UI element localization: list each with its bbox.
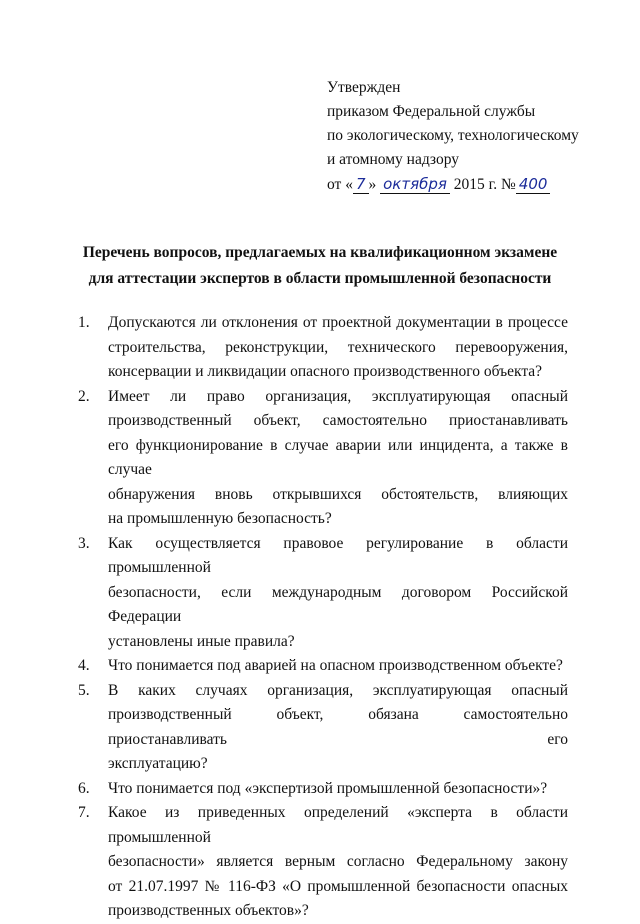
question-number: 3. [78,534,90,552]
document-title [0,240,640,292]
questions-list [78,311,568,924]
question-line: производственный объект, обязана самостоятельно приостанавливать его [108,706,568,748]
question-number: 6. [78,779,90,797]
year-text: 2015 г. № [453,176,516,193]
question-line: производственный объект, самостоятельно приостанавливать [108,412,568,429]
question-text [108,385,568,532]
handwritten-month: октября [380,175,450,194]
question-item [78,777,568,802]
question-line: строительства, реконструкции, технического перевооружения, [108,338,568,356]
question-number: 7. [78,804,90,821]
question-line: Допускаются ли отклонения от проектной документации в процессе [108,314,568,331]
question-line: консервации и ликвидации опасного производственного объекта? [108,363,543,380]
question-item [78,385,568,532]
approval-line: по экологическому, технологическому [327,127,579,144]
question-line: обнаружения вновь открывшихся обстоятельств, влияющих [108,485,568,503]
question-line: Имеет ли право организация, эксплуатирующая опасный [108,387,568,405]
question-item [78,532,568,655]
question-line: от 21.07.1997 № 116-ФЗ «О промышленной безопасности опасных [108,877,568,895]
question-line: на промышленную безопасность? [108,510,332,527]
question-text [108,311,568,385]
approval-date-line [327,172,579,197]
question-line: Какое из приведенных определений «эксперта в области промышленной [108,804,568,846]
question-number: 2. [78,387,90,405]
question-text [108,777,568,802]
approval-line: и атомному надзору [327,151,459,168]
question-line: его функционирование в случае аварии или инцидента, а также в случае [108,436,568,478]
date-mid: » [368,176,377,193]
question-item [78,679,568,777]
approval-line: Утвержден [327,79,401,96]
question-line: Что понимается под аварией на опасном производственном объекте? [108,657,563,674]
question-text [108,654,568,679]
handwritten-number: 400 [516,175,551,194]
question-line: Как осуществляется правовое регулирование в области промышленной [108,534,568,576]
question-item [78,801,568,924]
question-line: безопасности, если международным договором Российской Федерации [108,583,568,625]
question-text [108,679,568,777]
question-number: 5. [78,681,90,699]
question-line: безопасности» является верным согласно Федеральному закону [108,853,568,870]
title-line: для аттестации экспертов в области промышленной безопасности [88,270,552,287]
question-text [108,532,568,655]
approval-line: приказом Федеральной службы [327,103,536,120]
question-item [78,654,568,679]
question-line: установлены иные правила? [108,632,295,650]
question-line: В каких случаях организация, эксплуатирующая опасный [108,681,568,699]
handwritten-day: 7 [353,175,369,194]
question-number: 1. [78,314,90,331]
question-number: 4. [78,657,90,674]
question-line: производственных объектов»? [108,902,309,919]
approval-block [327,76,579,197]
question-line: эксплуатацию? [108,755,208,772]
question-text [108,801,568,924]
title-line: Перечень вопросов, предлагаемых на квалификационном экзамене [82,244,558,261]
question-item [78,311,568,385]
question-line: Что понимается под «экспертизой промышленной безопасности»? [108,779,548,797]
date-prefix: от « [327,176,353,193]
